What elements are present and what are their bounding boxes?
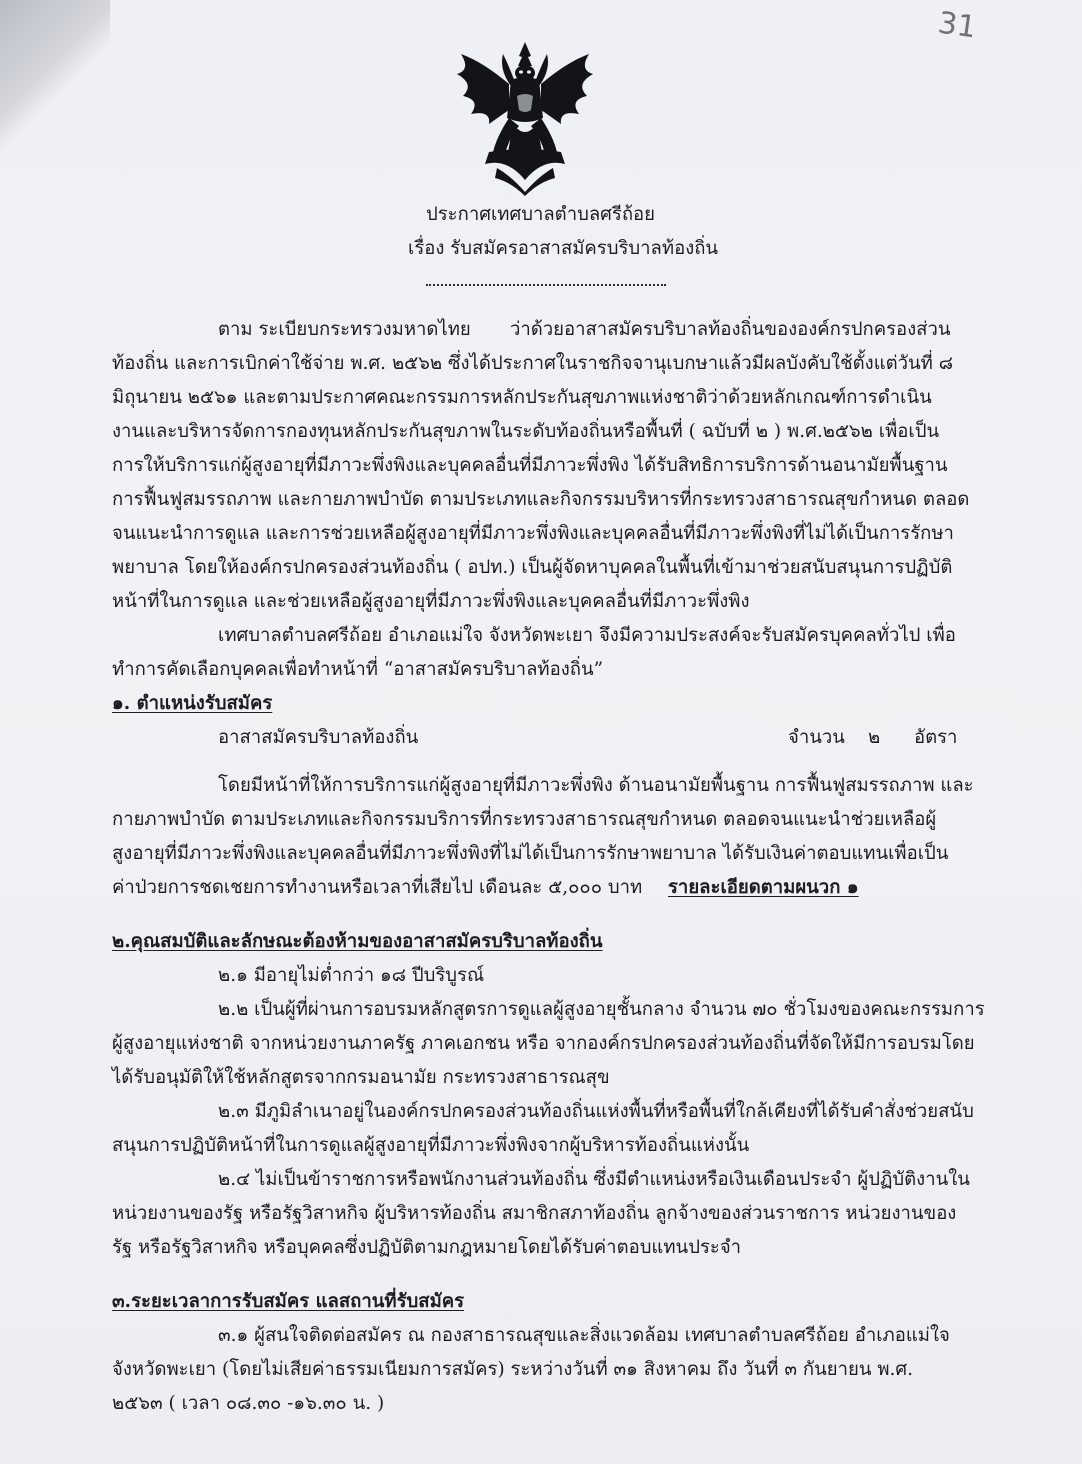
section-2-heading: ๒.คุณสมบัติและลักษณะต้องห้ามของอาสาสมัครบริบาลท้องถิ่น: [112, 931, 603, 952]
section-1-heading: ๑. ตำแหน่งรับสมัคร: [112, 693, 273, 714]
qualification-2-4-line-2: หน่วยงานของรัฐ หรือรัฐวิสาหกิจ ผู้บริหารท้องถิ่น สมาชิกสภาท้องถิ่น ลูกจ้างของส่วนราชการ หน่วยงานของ: [112, 1203, 957, 1224]
intro-line-1a: ตาม ระเบียบกระทรวงมหาดไทย: [218, 319, 471, 340]
intro-line-4: งานและบริหารจัดการกองทุนหลักประกันสุขภาพในระดับท้องถิ่นหรือพื้นที่ ( ฉบับที่ ๒ ) พ.ศ.๒๕๖๒ เพื่อเป็น: [112, 421, 940, 442]
position-count-unit: อัตรา: [914, 727, 958, 748]
document-subject: เรื่อง รับสมัครอาสาสมัครบริบาลท้องถิ่น: [408, 238, 719, 259]
application-3-1-line-3: ๒๕๖๓ ( เวลา ๐๘.๓๐ -๑๖.๓๐ น. ): [112, 1393, 385, 1414]
qualification-2-4-line-3: รัฐ หรือรัฐวิสาหกิจ หรือบุคคลซึ่งปฏิบัติตามกฎหมายโดยได้รับค่าตอบแทนประจำ: [112, 1237, 742, 1258]
intro-line-2: ท้องถิ่น และการเบิกค่าใช้จ่าย พ.ศ. ๒๕๖๒ ซึ่งได้ประกาศในราชกิจจานุเบกษาแล้วมีผลบังคับใช้ตั้งแต่วันที่ ๘: [112, 353, 954, 374]
intro-line-6: การฟื้นฟูสมรรถภาพ และกายภาพบำบัด ตามประเภทและกิจกรรมบริหารที่กระทรวงสาธารณสุขกำหนด ตลอด: [112, 489, 970, 510]
intro-line-8: พยาบาล โดยให้องค์กรปกครองส่วนท้องถิ่น ( อปท.) เป็นผู้จัดหาบุคคลในพื้นที่เข้ามาช่วยสนับสนุนการปฏิบัติ: [112, 557, 953, 578]
duty-line-2: กายภาพบำบัด ตามประเภทและกิจกรรมบริการที่กระทรวงสาธารณสุขกำหนด ตลอดจนแนะนำช่วยเหลือผู้: [112, 809, 937, 830]
intro-line-10: เทศบาลตำบลศรีถ้อย อำเภอแม่ใจ จังหวัดพะเยา จึงมีความประสงค์จะรับสมัครบุคคลทั่วไป เพื่อ: [218, 625, 956, 646]
page-number-mark: 31: [935, 5, 979, 46]
intro-line-3: มิถุนายน ๒๕๖๑ และตามประกาศคณะกรรมการหลักประกันสุขภาพแห่งชาติว่าด้วยหลักเกณฑ์การดำเนิน: [112, 387, 932, 408]
intro-line-5: การให้บริการแก่ผู้สูงอายุที่มีภาวะพึ่งพิงและบุคคลอื่นที่มีภาวะพึ่งพิง ได้รับสิทธิการบริการด้านอนามัยพื้นฐาน: [112, 455, 948, 476]
qualification-2-2-line-3: ได้รับอนุมัติให้ใช้หลักสูตรจากกรมอนามัย กระทรวงสาธารณสุข: [112, 1067, 610, 1088]
position-count-value: ๒: [868, 727, 881, 748]
intro-line-11: ทำการคัดเลือกบุคคลเพื่อทำหน้าที่ “อาสาสมัครบริบาลท้องถิ่น”: [112, 659, 604, 680]
application-3-1-line-2: จังหวัดพะเยา (โดยไม่เสียค่าธรรมเนียมการสมัคร) ระหว่างวันที่ ๓๑ สิงหาคม ถึง วันที่ ๓ กันยายน พ.ศ.: [112, 1359, 914, 1380]
garuda-emblem-icon: [453, 40, 597, 196]
qualification-2-1: ๒.๑ มีอายุไม่ต่ำกว่า ๑๘ ปีบริบูรณ์: [218, 965, 485, 986]
qualification-2-4-line-1: ๒.๔ ไม่เป็นข้าราชการหรือพนักงานส่วนท้องถิ่น ซึ่งมีตำแหน่งหรือเงินเดือนประจำ ผู้ปฏิบัติงานใน: [218, 1169, 970, 1190]
duty-line-4: ค่าป่วยการชดเชยการทำงานหรือเวลาที่เสียไป เดือนละ ๕,๐๐๐ บาท: [112, 877, 643, 898]
position-count-label: จำนวน: [788, 727, 845, 748]
document-title: ประกาศเทศบาลตำบลศรีถ้อย: [426, 204, 655, 225]
header-divider: [426, 284, 666, 286]
position-name: อาสาสมัครบริบาลท้องถิ่น: [218, 727, 419, 748]
qualification-2-3-line-1: ๒.๓ มีภูมิลำเนาอยู่ในองค์กรปกครองส่วนท้องถิ่นแห่งพื้นที่หรือพื้นที่ใกล้เคียงที่ได้รับคำสั่งช่วยสนับ: [218, 1101, 974, 1122]
folded-corner: [0, 0, 110, 150]
duty-line-1: โดยมีหน้าที่ให้การบริการแก่ผู้สูงอายุที่มีภาวะพึ่งพิง ด้านอนามัยพื้นฐาน การฟื้นฟูสมรรถภาพ และ: [218, 775, 974, 796]
intro-line-9: หน้าที่ในการดูแล และช่วยเหลือผู้สูงอายุที่มีภาวะพึ่งพิงและบุคคลอื่นที่มีภาวะพึ่งพิง: [112, 591, 750, 612]
qualification-2-2-line-1: ๒.๒ เป็นผู้ที่ผ่านการอบรมหลักสูตรการดูแลผู้สูงอายุชั้นกลาง จำนวน ๗๐ ชั่วโมงของคณะกรรมการ: [218, 999, 985, 1020]
duty-line-3: สูงอายุที่มีภาวะพึ่งพิงและบุคคลอื่นที่มีภาวะพึ่งพิงที่ไม่ได้เป็นการรักษาพยาบาล ได้รับเงินค่าตอบแทนเพื่อเป็น: [112, 843, 949, 864]
section-3-heading: ๓.ระยะเวลาการรับสมัคร แลสถานที่รับสมัคร: [112, 1291, 465, 1312]
annex-reference: รายละเอียดตามผนวก ๑: [668, 877, 859, 898]
intro-line-7: จนแนะนำการดูแล และการช่วยเหลือผู้สูงอายุที่มีภาวะพึ่งพิงและบุคคลอื่นที่มีภาวะพึ่งพิงที่ไม่ได้เป็นการรักษา: [112, 523, 954, 544]
qualification-2-3-line-2: สนุนการปฏิบัติหน้าที่ในการดูแลผู้สูงอายุที่มีภาวะพึ่งพิงจากผู้บริหารท้องถิ่นแห่งนั้น: [112, 1135, 750, 1156]
intro-line-1b: ว่าด้วยอาสาสมัครบริบาลท้องถิ่นขององค์กรปกครองส่วน: [510, 319, 951, 340]
application-3-1-line-1: ๓.๑ ผู้สนใจติดต่อสมัคร ณ กองสาธารณสุขและสิ่งแวดล้อม เทศบาลตำบลศรีถ้อย อำเภอแม่ใจ: [218, 1325, 950, 1346]
qualification-2-2-line-2: ผู้สูงอายุแห่งชาติ จากหน่วยงานภาครัฐ ภาคเอกชน หรือ จากองค์กรปกครองส่วนท้องถิ่นที่จัดให้มีการอบรมโดย: [112, 1033, 975, 1054]
